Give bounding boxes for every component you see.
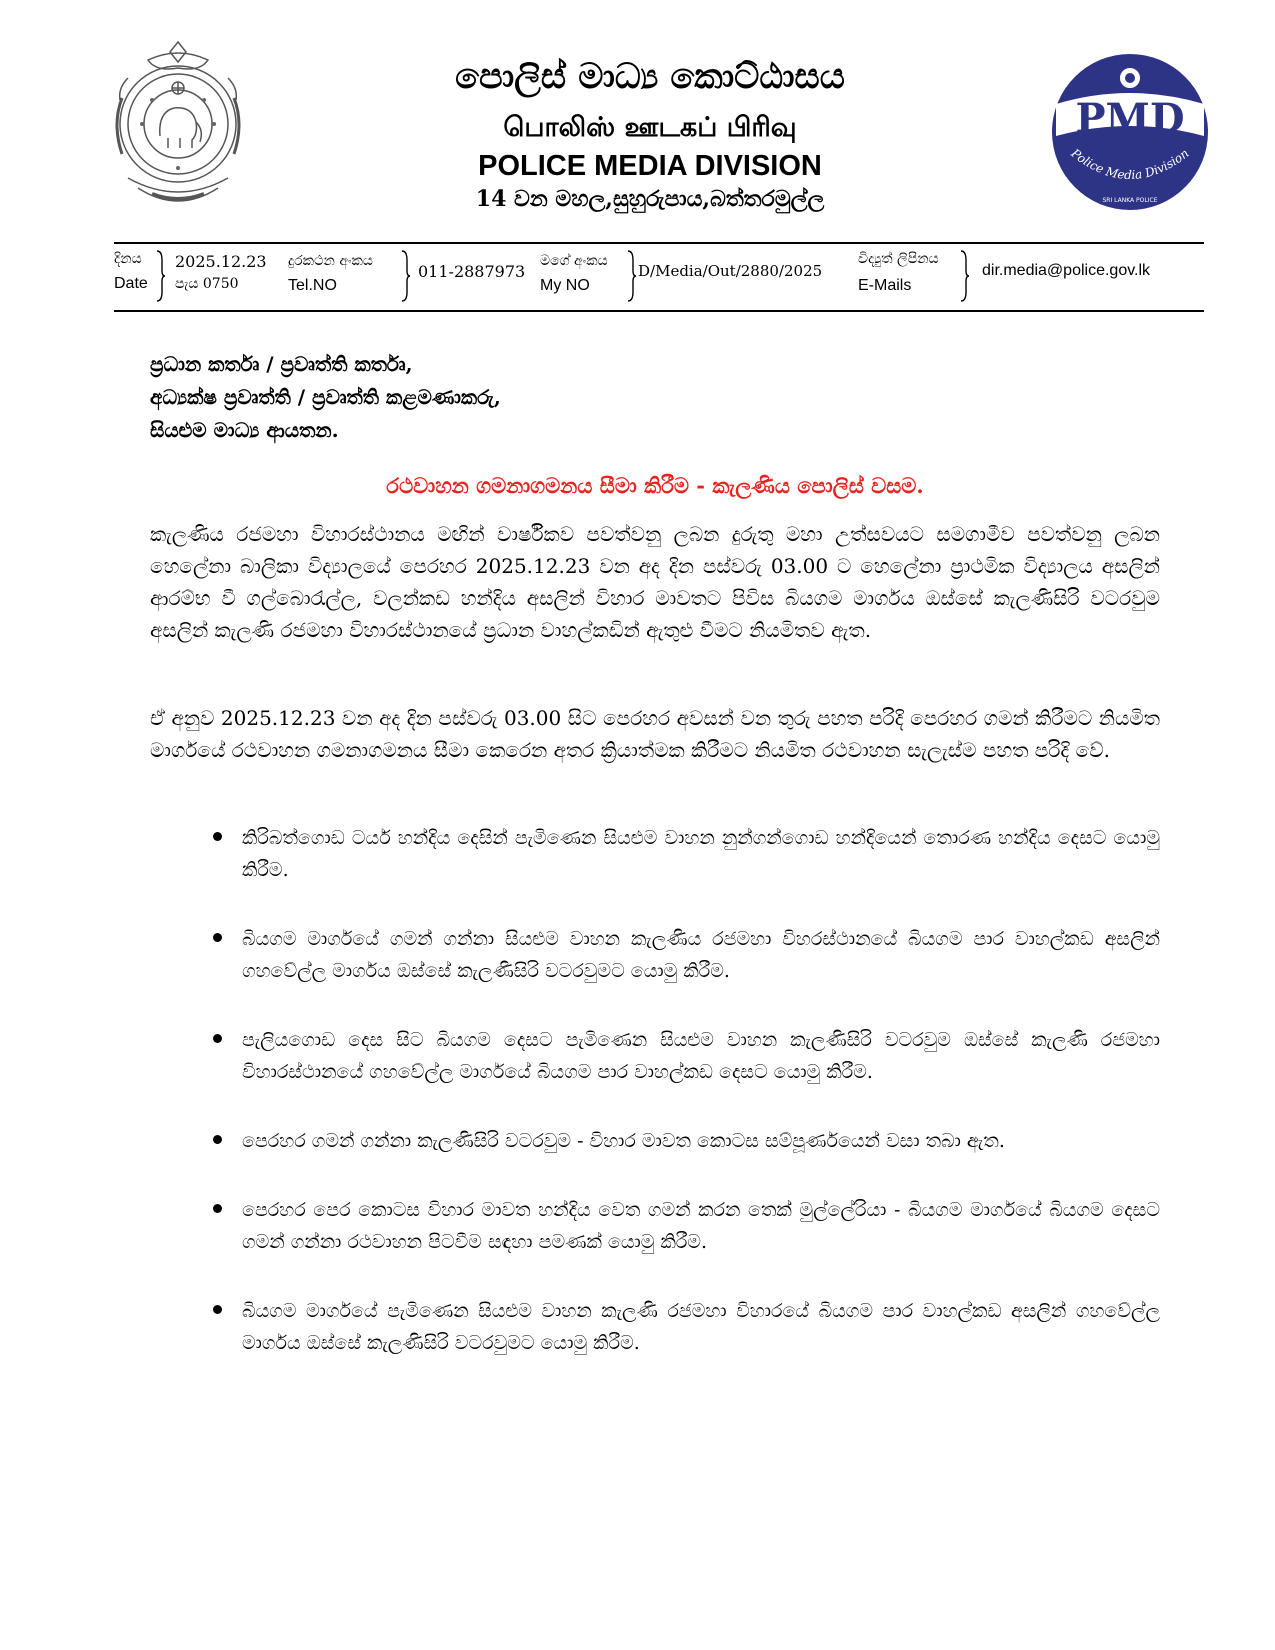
list-item-text: පැලියගොඩ දෙස සිට බියගම දෙසට පැමිණෙන සියළුම වාහන කැලණිසිරි වටරවුම ඔස්සේ කැලණි රජමහා විහාරස්ථානයේ ගහවේල්ල මාර්ගයේ බියගම පාර වාහල්කඩ දෙසට යොමු කිරීම. xyxy=(242,1029,1160,1083)
body-paragraph: ඒ අනුව 2025.12.23 වන අද දින පස්වරු 03.00 සිට පෙරහර අවසන් වන තුරු පහත පරිදි පෙරහර ගමන් කිරීමට නියමිත මාර්ගයේ රථවාහන ගමනාගමනය සීමා කෙරෙන අතර ක්‍රියාත්මක කිරීමට නියමිත රථවාහන සැලැස්ම පහත පරිදි වේ. xyxy=(150,706,1160,762)
list-item-text: බියගම මාර්ගයේ පැමිණෙන සියළුම වාහන කැලණි රජමහා විහාරයේ බියගම පාර වාහල්කඩ අසලින් ගහවේල්ල මාර්ගය ඔස්සේ කැලණිසිරි වටරවුමට යොමු කිරීම. xyxy=(242,1300,1160,1354)
list-item xyxy=(150,1024,1160,1088)
tel-label-sinhala: දුරකථන අංකය xyxy=(288,253,373,269)
list-item xyxy=(150,1194,1160,1258)
list-item xyxy=(150,822,1160,886)
date-brace xyxy=(156,250,165,302)
tel-brace xyxy=(401,250,410,302)
email-value: dir.media@police.gov.lk xyxy=(982,262,1151,279)
pmd-logo-caption: Police Media Division xyxy=(1068,146,1192,183)
header-address: 14 වන මහල,සුහුරුපාය,බත්තරමුල්ල xyxy=(475,186,825,212)
header-rule-top xyxy=(114,242,1204,244)
header-title-sinhala: පොලිස් මාධ්‍ය කොට්ඨාසය xyxy=(455,56,845,97)
list-item xyxy=(150,1295,1160,1359)
bullet-icon xyxy=(213,1135,222,1144)
list-item-text: පෙරහර පෙර කොටස විහාර මාවත හන්දිය වෙත ගමන් කරන තෙක් මුල්ලේරියා - බියගම මාර්ගයේ බියගම දෙසට ගමන් ගන්නා රථවාහන පිටවීම සඳහා පමණක් යොමු කිරීම. xyxy=(242,1199,1160,1253)
list-item xyxy=(150,923,1160,987)
date-value: 2025.12.23 xyxy=(175,252,267,271)
date-label-sinhala: දිනය xyxy=(114,251,142,267)
police-emblem-logo xyxy=(108,38,248,220)
recipient-line: සියළුම මාධ්‍ය ආයතන. xyxy=(150,418,339,442)
bullet-icon xyxy=(213,1305,222,1314)
bullet-icon xyxy=(213,832,222,841)
myno-label-sinhala: මගේ අංකය xyxy=(540,253,608,269)
bullet-icon xyxy=(213,933,222,942)
body-paragraph: කැලණිය රජමහා විහාරස්ථානය මඟින් වාර්ෂිකව පවත්වනු ලබන දුරුතු මහා උත්සවයට සමගාමීව පවත්වනු ලබන හෙලේනා බාලිකා විද්‍යාලයේ පෙරහර 2025.12.23 වන අද දින පස්වරු 03.00 ට හෙලේනා ප්‍රාථමික විද්‍යාලය අසලින් ආරම්භ වී ගල්බොරැල්ල, වලන්කඩ හන්දිය අසලින් විහාර මාවතට පිවිස බියගම මාර්ගය ඔස්සේ කැලණිසිරි වටරවුම අසලින් කැලණි රජමහා විහාරස්ථානයේ ප්‍රධාන වාහල්කඩින් ඇතුළු වීමට නියමිතව ඇත. xyxy=(150,522,1160,642)
recipient-line: ප්‍රධාන කර්තෘ / ප්‍රවෘත්ති කර්තෘ, xyxy=(150,352,413,376)
subject-heading: රථවාහන ගමනාගමනය සීමා කිරීම - කැලණිය පොලිස් වසම. xyxy=(386,473,924,498)
header-rule-bottom xyxy=(114,310,1204,312)
time-value: පැය 0750 xyxy=(175,276,239,292)
list-item-text: පෙරහර ගමන් ගන්නා කැලණිසිරි වටරවුම - විහාර මාවත කොටස සම්පූර්ණයෙන් වසා තබා ඇත. xyxy=(242,1130,1005,1152)
bullet-icon xyxy=(213,1034,222,1043)
date-label-english: Date xyxy=(114,275,148,292)
pmd-logo xyxy=(1050,52,1210,212)
recipient-line: අධ්‍යක්ෂ ප්‍රවෘත්ති / ප්‍රවෘත්ති කළමණාකරු, xyxy=(150,385,501,409)
tel-value: 011-2887973 xyxy=(418,262,526,281)
header-title-tamil: பொலிஸ் ஊடகப் பிரிவு xyxy=(503,112,797,143)
myno-brace xyxy=(627,250,636,302)
traffic-plan-list xyxy=(150,822,1160,1396)
email-label-english: E-Mails xyxy=(858,277,912,294)
myno-value: D/Media/Out/2880/2025 xyxy=(638,262,823,280)
pmd-logo-subcaption: SRI LANKA POLICE xyxy=(1102,197,1158,204)
list-item-text: බියගම මාර්ගයේ ගමන් ගන්නා සියළුම වාහන කැලණිය රජමහා විහරස්ථානයේ බියගම පාර වාහල්කඩ අසලින් ගහවේල්ල මාර්ගය ඔස්සේ කැලණිසිරි වටරවුමට යොමු කිරීම. xyxy=(242,928,1160,982)
list-item-text: කිරිබත්ගොඩ ටයර් හන්දිය දෙසින් පැමිණෙන සියළුම වාහන නුන්ගන්ගොඩ හන්දියෙන් තොරණ හන්දිය දෙසට යොමු කිරීම. xyxy=(242,827,1160,881)
email-label-sinhala: විද්‍යුත් ලිපිනය xyxy=(858,251,939,267)
pmd-logo-text: PMD xyxy=(1075,95,1185,142)
list-item xyxy=(150,1125,1160,1157)
recipient-block xyxy=(150,348,501,447)
bullet-icon xyxy=(213,1204,222,1213)
tel-label-english: Tel.NO xyxy=(288,277,337,294)
email-brace xyxy=(960,250,969,302)
myno-label-english: My NO xyxy=(540,277,590,294)
header-title-english: POLICE MEDIA DIVISION xyxy=(478,150,822,182)
